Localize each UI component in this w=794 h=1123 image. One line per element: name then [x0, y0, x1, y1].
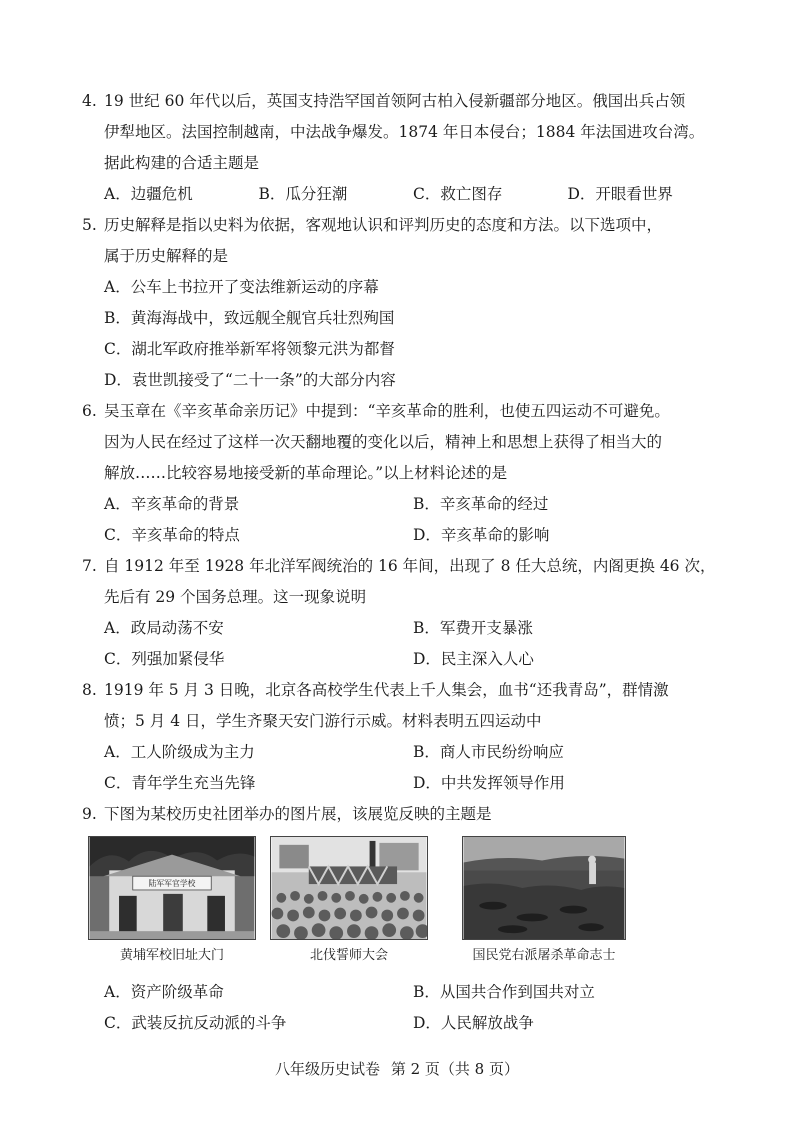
option-d[interactable]: D．中共发挥领导作用 [413, 774, 565, 792]
massacre-photo [462, 836, 626, 940]
options [82, 644, 722, 675]
question-stem: 9. 下图为某校历史社团举办的图片展，该展览反映的主题是 [82, 805, 492, 823]
option-a[interactable]: A．公车上书拉开了变法维新运动的序幕 [104, 278, 379, 296]
option-a[interactable]: A．政局动荡不安 [104, 619, 224, 637]
option-b[interactable]: B．商人市民纷纷响应 [413, 743, 564, 761]
photo-caption: 黄埔军校旧址大门 [119, 948, 224, 963]
photo-northern-expedition [270, 836, 428, 963]
question-stem-line: 伊犁地区。法国控制越南，中法战争爆发。1874 年日本侵台；1884 年法国进攻台湾。 [104, 123, 705, 141]
photo-caption: 国民党右派屠杀革命志士 [472, 948, 616, 963]
option-a[interactable]: A．工人阶级成为主力 [104, 743, 255, 761]
question-stem-line: 因为人民在经过了这样一次天翻地覆的变化以后，精神上和思想上获得了相当大的 [104, 433, 663, 451]
question-8 [82, 675, 722, 799]
option-c[interactable]: C．列强加紧侵华 [104, 650, 225, 668]
photo-caption: 北伐誓师大会 [309, 948, 388, 963]
gate-sign-text: 陆军军官学校 [148, 879, 196, 889]
question-stem-line: 愤；5 月 4 日，学生齐聚天安门游行示威。材料表明五四运动中 [104, 712, 542, 730]
option-c[interactable]: C．救亡图存 [413, 185, 503, 203]
options [82, 179, 722, 210]
option-c[interactable]: C．湖北军政府推举新军将领黎元洪为都督 [104, 340, 395, 358]
option-d[interactable]: D．开眼看世界 [567, 185, 673, 203]
whampoa-gate-photo [88, 836, 256, 940]
option-b[interactable]: B．军费开支暴涨 [413, 619, 533, 637]
options [82, 768, 722, 799]
photo-exhibit [88, 836, 648, 966]
option-d[interactable]: D．袁世凯接受了“二十一条”的大部分内容 [104, 371, 396, 389]
option-d[interactable]: D．民主深入人心 [413, 650, 534, 668]
option-d[interactable]: D．辛亥革命的影响 [413, 526, 550, 544]
option-b[interactable]: B．辛亥革命的经过 [413, 495, 549, 513]
photo-massacre [462, 836, 626, 963]
page-footer [0, 1058, 794, 1079]
option-a[interactable]: A．资产阶级革命 [104, 983, 224, 1001]
question-stem-line: 属于历史解释的是 [104, 247, 229, 265]
question-stem-line: 解放……比较容易地接受新的革命理论。”以上材料论述的是 [104, 464, 508, 482]
photo-whampoa-gate [88, 836, 256, 963]
question-stem-line: 先后有 29 个国务总理。这一现象说明 [104, 588, 367, 606]
option-c[interactable]: C．辛亥革命的特点 [104, 526, 240, 544]
question-stem: 5. 历史解释是指以史料为依据，客观地认识和评判历史的态度和方法。以下选项中， [82, 216, 663, 234]
question-6 [82, 396, 722, 551]
options [82, 520, 722, 551]
option-a[interactable]: A．辛亥革命的背景 [104, 495, 240, 513]
northern-expedition-photo [270, 836, 428, 940]
options [82, 977, 722, 1008]
question-stem-line: 据此构建的合适主题是 [104, 154, 260, 172]
question-4 [82, 86, 722, 210]
question-stem: 4. 19 世纪 60 年代以后，英国支持浩罕国首领阿古柏入侵新疆部分地区。俄国出兵占领 [82, 92, 686, 110]
options [82, 489, 722, 520]
question-9 [82, 799, 722, 830]
question-9-options [82, 977, 722, 1039]
option-b[interactable]: B．黄海海战中，致远舰全舰官兵壮烈殉国 [104, 309, 395, 327]
question-stem: 8. 1919 年 5 月 3 日晚，北京各高校学生代表上千人集会，血书“还我青岛”，群情激 [82, 681, 669, 699]
question-5 [82, 210, 722, 396]
option-c[interactable]: C．武装反抗反动派的斗争 [104, 1014, 287, 1032]
option-a[interactable]: A．边疆危机 [104, 185, 193, 203]
options [82, 737, 722, 768]
option-b[interactable]: B．从国共合作到国共对立 [413, 983, 595, 1001]
options [82, 1008, 722, 1039]
footer-subject: 八年级历史试卷 [275, 1060, 381, 1078]
question-stem: 7. 自 1912 年至 1928 年北洋军阀统治的 16 年间，出现了 8 任大总统，内阁更换 46 次， [82, 557, 716, 575]
footer-page-number: 第 2 页（共 8 页） [390, 1060, 519, 1078]
question-stem: 6. 吴玉章在《辛亥革命亲历记》中提到：“辛亥革命的胜利，也使五四运动不可避免。 [82, 402, 670, 420]
option-d[interactable]: D．人民解放战争 [413, 1014, 534, 1032]
question-7 [82, 551, 722, 675]
option-c[interactable]: C．青年学生充当先锋 [104, 774, 256, 792]
option-b[interactable]: B．瓜分狂潮 [258, 185, 348, 203]
options [82, 613, 722, 644]
